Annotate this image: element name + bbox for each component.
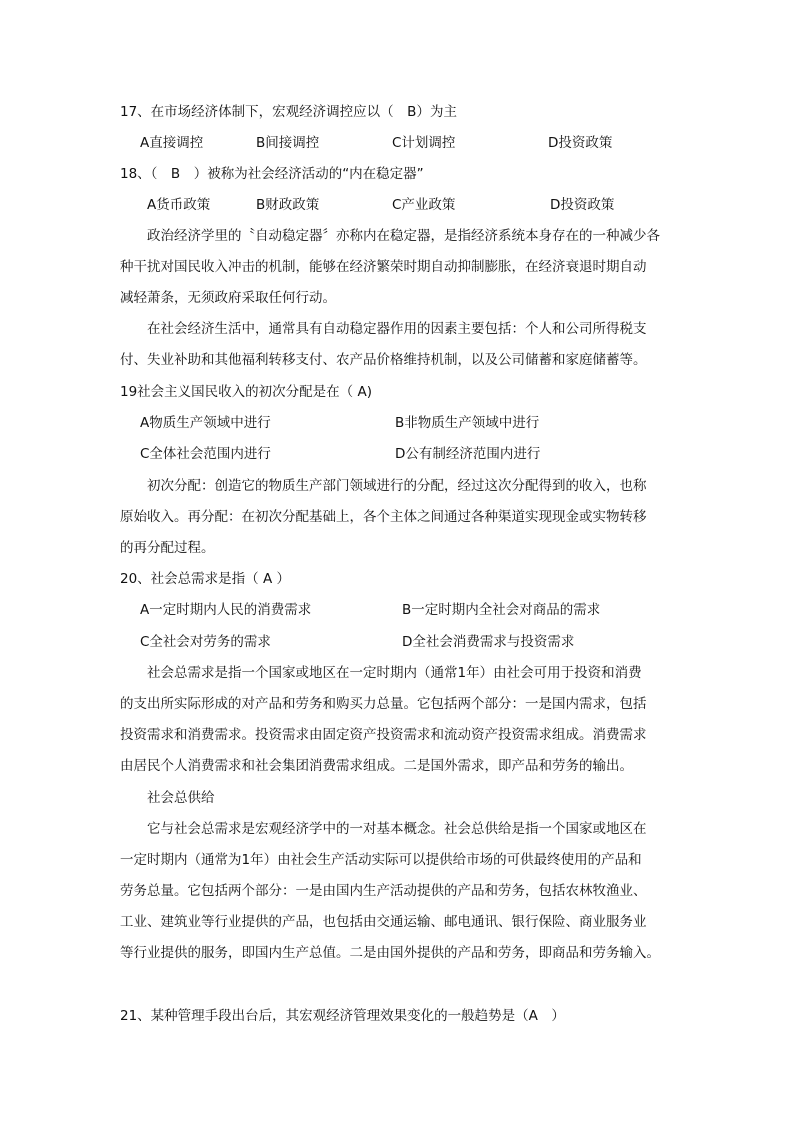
- q19-explanation-line: 的再分配过程。: [120, 540, 215, 556]
- q20-explanation-line: 由居民个人消费需求和社会集团消费需求组成。二是国外需求，即产品和劳务的输出。: [120, 758, 633, 774]
- question-19-stem: 19社会主义国民收入的初次分配是在（ A): [120, 384, 372, 400]
- q19-option-d: D公有制经济范围内进行: [395, 446, 541, 462]
- question-21-stem: 21、某种管理手段出台后，其宏观经济管理效果变化的一般趋势是（A ）: [120, 1008, 565, 1024]
- supply-explanation-line: 一定时期内（通常为1年）由社会生产活动实际可以提供给市场的可供最终使用的产品和: [120, 852, 642, 868]
- q19-option-c: C全体社会范围内进行: [140, 446, 271, 462]
- q18-explanation-line: 种干扰对国民收入冲击的机制，能够在经济繁荣时期自动抑制膨胀，在经济衰退时期自动: [120, 259, 647, 275]
- q19-option-b: B非物质生产领域中进行: [395, 415, 540, 431]
- q18-explanation-line: 付、失业补助和其他福利转移支付、农产品价格维持机制，以及公司储蓄和家庭储蓄等。: [120, 352, 647, 368]
- q18-explanation-line: 减轻萧条，无须政府采取任何行动。: [120, 290, 336, 306]
- supply-subheading: 社会总供给: [147, 790, 215, 806]
- q18-option-c: C产业政策: [392, 197, 456, 213]
- question-18-stem: 18、（ B ）被称为社会经济活动的“内在稳定器”: [120, 166, 424, 182]
- supply-explanation-line: 它与社会总需求是宏观经济学中的一对基本概念。社会总供给是指一个国家或地区在: [147, 821, 647, 837]
- q20-option-c: C全社会对劳务的需求: [140, 634, 271, 650]
- q18-option-b: B财政政策: [256, 197, 320, 213]
- q19-option-a: A物质生产领域中进行: [140, 415, 271, 431]
- q18-explanation-line: 政治经济学里的〝自动稳定器〞亦称内在稳定器，是指经济系统本身存在的一种减少各: [147, 228, 660, 244]
- q18-option-a: A货币政策: [147, 197, 211, 213]
- q20-explanation-line: 的支出所实际形成的对产品和劳务和购买力总量。它包括两个部分：一是国内需求，包括: [120, 696, 647, 712]
- q17-option-a: A直接调控: [140, 135, 204, 151]
- q18-explanation-line: 在社会经济生活中，通常具有自动稳定器作用的因素主要包括：个人和公司所得税支: [147, 321, 647, 337]
- q20-option-b: B一定时期内全社会对商品的需求: [402, 602, 601, 618]
- question-17-stem: 17、在市场经济体制下，宏观经济调控应以（ B）为主: [120, 104, 457, 120]
- supply-explanation-line: 等行业提供的服务，即国内生产总值。二是由国外提供的产品和劳务，即商品和劳务输入。: [120, 945, 660, 961]
- q20-option-a: A一定时期内人民的消费需求: [140, 602, 312, 618]
- supply-explanation-line: 工业、建筑业等行业提供的产品，也包括由交通运输、邮电通讯、银行保险、商业服务业: [120, 914, 647, 930]
- q20-explanation-line: 投资需求和消费需求。投资需求由固定资产投资需求和流动资产投资需求组成。消费需求: [120, 727, 647, 743]
- q18-option-d: D投资政策: [550, 197, 615, 213]
- q17-option-b: B间接调控: [256, 135, 320, 151]
- question-20-stem: 20、社会总需求是指（ A ）: [120, 571, 290, 587]
- q17-option-d: D投资政策: [548, 135, 613, 151]
- q20-explanation-line: 社会总需求是指一个国家或地区在一定时期内（通常1年）由社会可用于投资和消费: [147, 665, 642, 681]
- supply-explanation-line: 劳务总量。它包括两个部分：一是由国内生产活动提供的产品和劳务，包括农林牧渔业、: [120, 883, 647, 899]
- q20-option-d: D全社会消费需求与投资需求: [402, 634, 575, 650]
- q19-explanation-line: 原始收入。再分配：在初次分配基础上，各个主体之间通过各种渠道实现现金或实物转移: [120, 509, 647, 525]
- q19-explanation-line: 初次分配：创造它的物质生产部门领域进行的分配，经过这次分配得到的收入，也称: [147, 478, 647, 494]
- q17-option-c: C计划调控: [392, 135, 456, 151]
